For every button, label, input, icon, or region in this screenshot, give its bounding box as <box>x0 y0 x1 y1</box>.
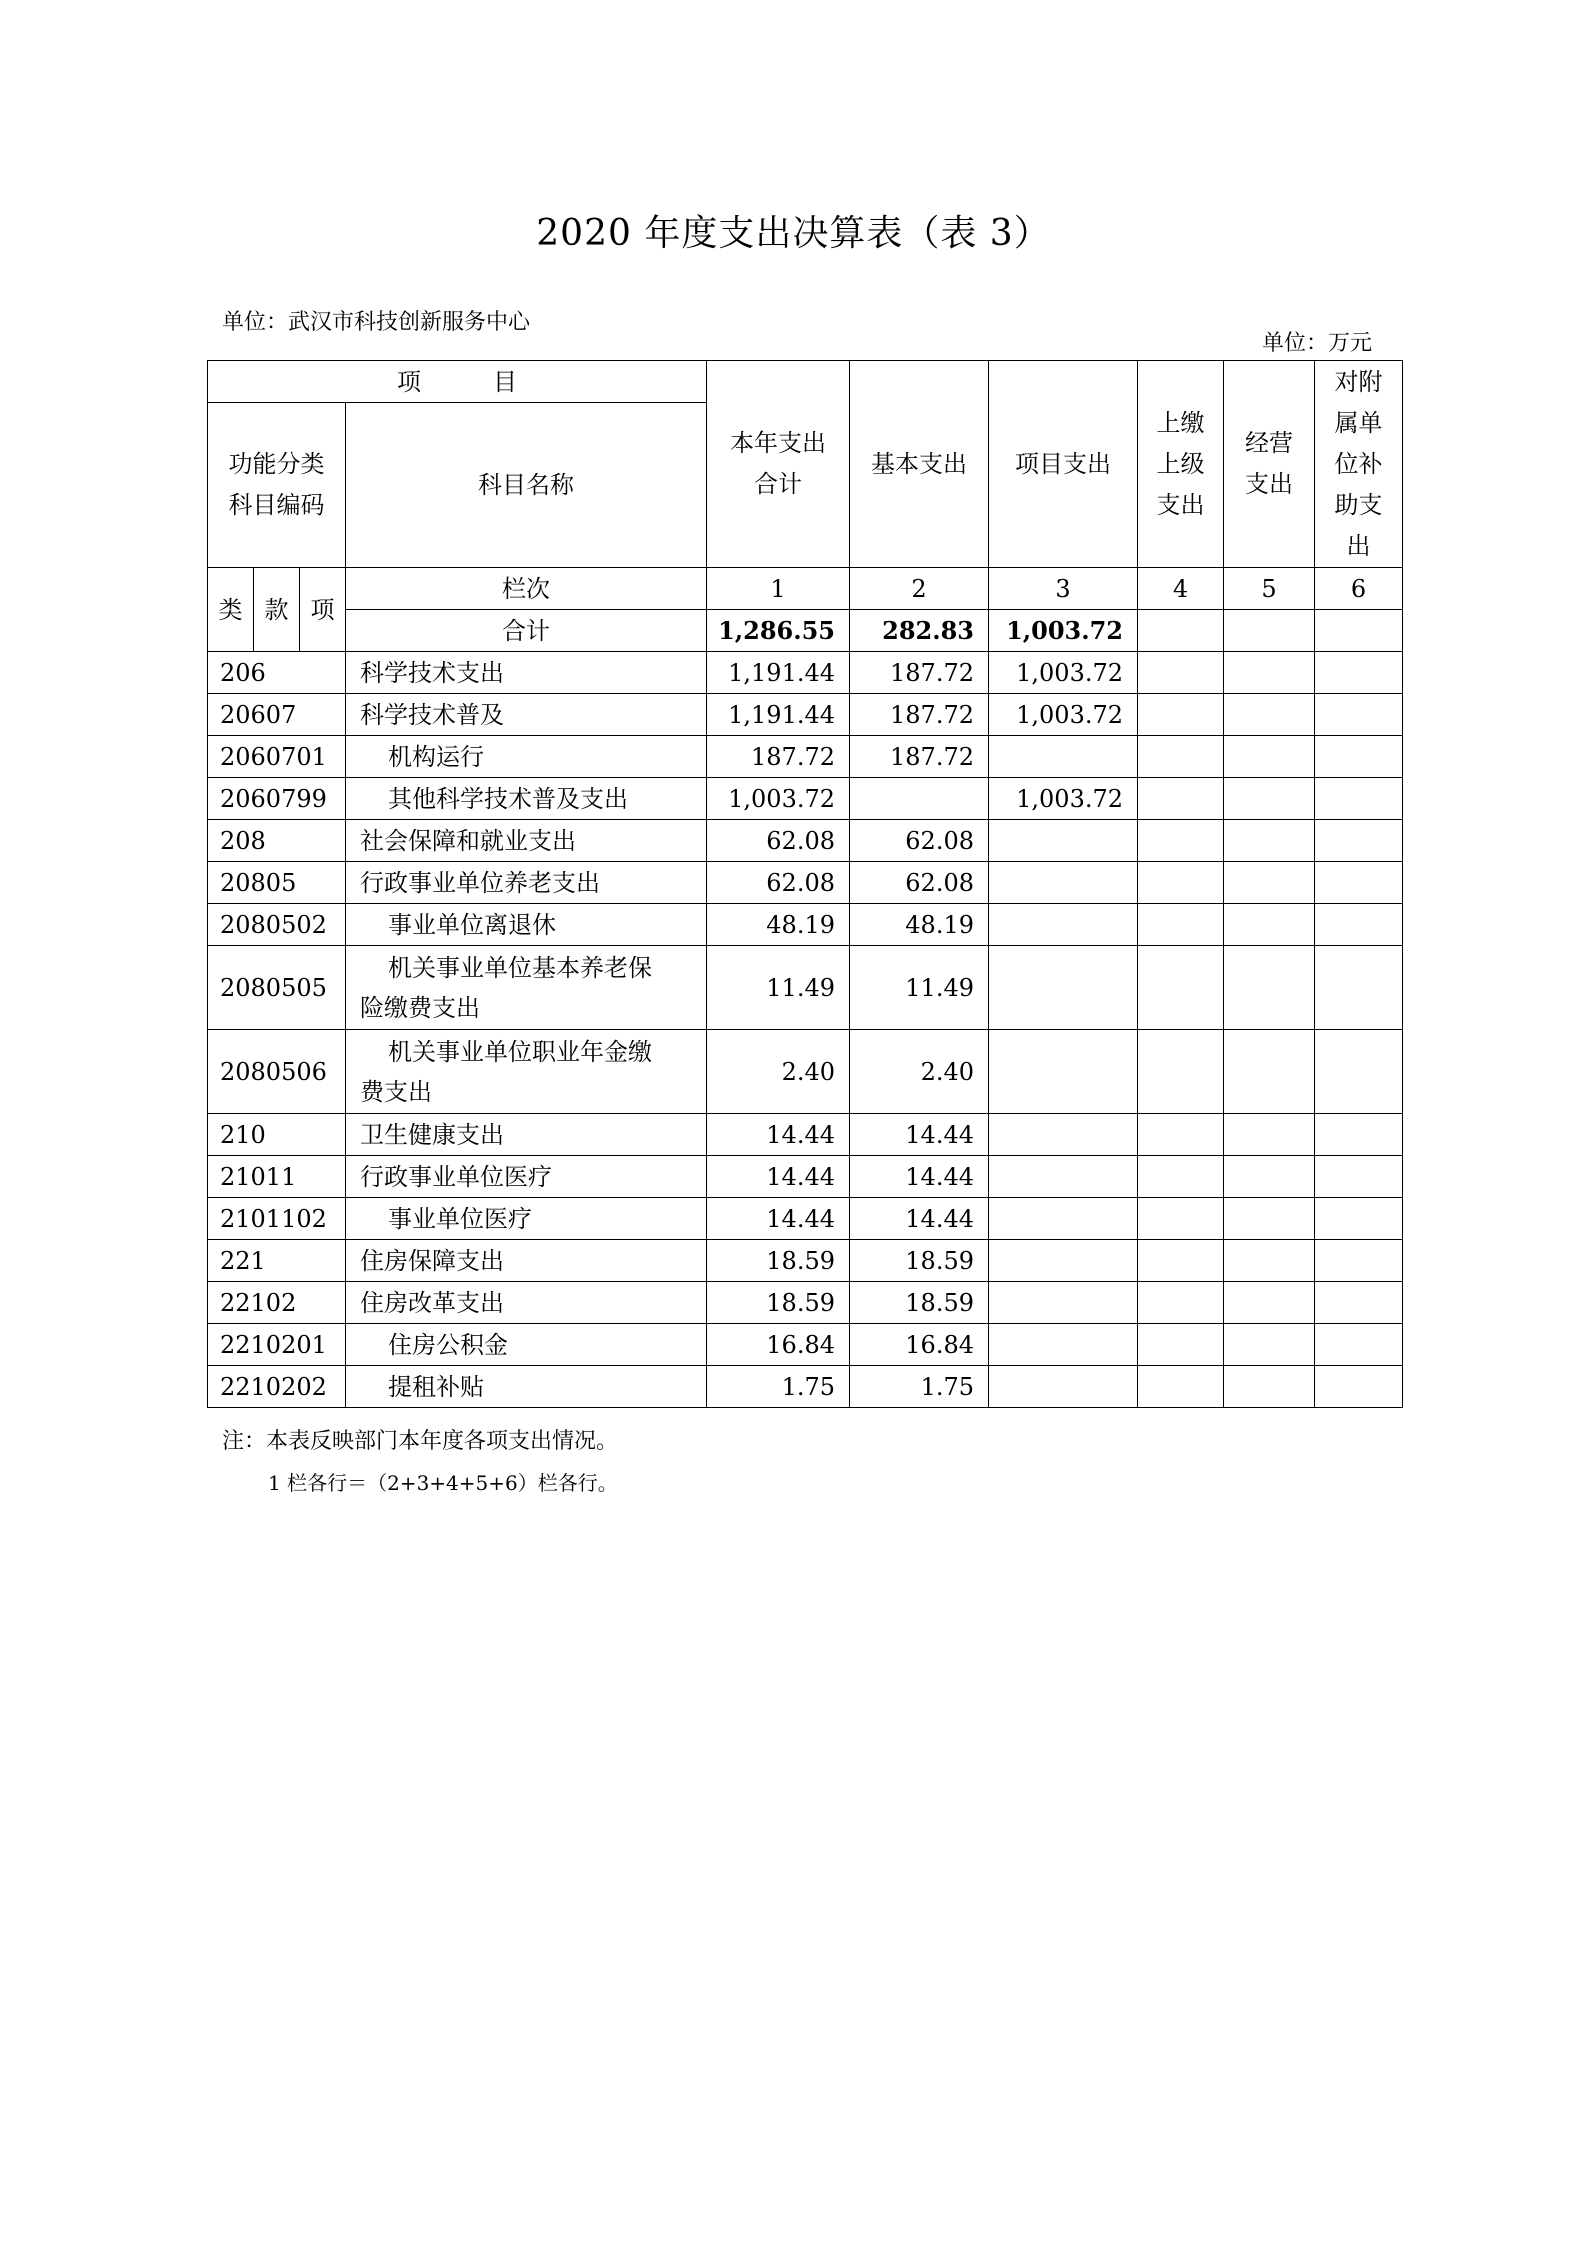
row-name-line2: 险缴费支出 <box>360 993 480 1022</box>
row-basic <box>850 778 989 820</box>
row-total: 18.59 <box>707 1240 850 1282</box>
row-total: 14.44 <box>707 1156 850 1198</box>
row-basic: 14.44 <box>850 1198 989 1240</box>
table-row <box>208 736 1403 778</box>
row-project <box>989 862 1138 904</box>
row-name: 卫生健康支出 <box>346 1114 707 1156</box>
header-col-basic: 基本支出 <box>850 361 989 568</box>
row-name: 住房公积金 <box>346 1324 707 1366</box>
row-code: 2080506 <box>208 1030 346 1114</box>
row-name <box>346 1030 707 1114</box>
row-total: 62.08 <box>707 820 850 862</box>
row-total: 62.08 <box>707 862 850 904</box>
header-item: 项 目 <box>208 361 707 403</box>
row-total: 16.84 <box>707 1324 850 1366</box>
unit-money-label: 单位：万元 <box>1262 331 1373 356</box>
row-name: 事业单位医疗 <box>346 1198 707 1240</box>
header-col-project: 项目支出 <box>989 361 1138 568</box>
row-basic: 11.49 <box>850 946 989 1030</box>
table-row <box>208 778 1403 820</box>
header-col-upper: 上缴上级支出 <box>1138 361 1224 568</box>
row-code: 2080502 <box>208 904 346 946</box>
row-code: 2210201 <box>208 1324 346 1366</box>
row-basic: 48.19 <box>850 904 989 946</box>
footnote-1: 注：本表反映部门本年度各项支出情况。 <box>222 1429 619 1454</box>
col-num-1: 1 <box>707 568 850 610</box>
table-row <box>208 652 1403 694</box>
header-col-business: 经营支出 <box>1224 361 1315 568</box>
row-code: 206 <box>208 652 346 694</box>
row-basic: 62.08 <box>850 820 989 862</box>
total-label: 合计 <box>346 610 707 652</box>
row-total: 1,003.72 <box>707 778 850 820</box>
table-row <box>208 1030 1403 1114</box>
row-name-line2: 费支出 <box>360 1077 432 1106</box>
table-row <box>208 1240 1403 1282</box>
row-basic: 62.08 <box>850 862 989 904</box>
row-total: 1.75 <box>707 1366 850 1408</box>
row-project <box>989 1366 1138 1408</box>
row-project: 1,003.72 <box>989 652 1138 694</box>
row-basic: 16.84 <box>850 1324 989 1366</box>
row-project <box>989 1282 1138 1324</box>
row-name: 机构运行 <box>346 736 707 778</box>
row-code: 2080505 <box>208 946 346 1030</box>
row-name: 提租补贴 <box>346 1366 707 1408</box>
header-lei: 类 <box>208 568 254 652</box>
row-name: 社会保障和就业支出 <box>346 820 707 862</box>
table-row <box>208 1366 1403 1408</box>
table-row <box>208 694 1403 736</box>
total-basic: 282.83 <box>850 610 989 652</box>
row-basic: 14.44 <box>850 1156 989 1198</box>
row-basic: 187.72 <box>850 736 989 778</box>
row-basic: 18.59 <box>850 1240 989 1282</box>
row-name: 科学技术支出 <box>346 652 707 694</box>
table-row <box>208 946 1403 1030</box>
col-num-3: 3 <box>989 568 1138 610</box>
row-name: 科学技术普及 <box>346 694 707 736</box>
footnote-2: 1 栏各行＝（2+3+4+5+6）栏各行。 <box>268 1471 618 1495</box>
row-code: 210 <box>208 1114 346 1156</box>
row-total: 11.49 <box>707 946 850 1030</box>
row-total: 1,191.44 <box>707 652 850 694</box>
row-name: 住房保障支出 <box>346 1240 707 1282</box>
col-num-2: 2 <box>850 568 989 610</box>
header-col-subsidy: 对附属单位补助支出 <box>1315 361 1403 568</box>
header-col-total: 本年支出合计 <box>707 361 850 568</box>
row-project <box>989 1030 1138 1114</box>
total-row <box>208 610 1403 652</box>
row-total: 14.44 <box>707 1198 850 1240</box>
header-subject-name: 科目名称 <box>346 403 707 568</box>
row-project: 1,003.72 <box>989 778 1138 820</box>
expenditure-table <box>207 360 1403 1408</box>
row-total: 14.44 <box>707 1114 850 1156</box>
row-code: 2060701 <box>208 736 346 778</box>
row-code: 22102 <box>208 1282 346 1324</box>
row-project <box>989 1114 1138 1156</box>
col-num-4: 4 <box>1138 568 1224 610</box>
row-name: 行政事业单位养老支出 <box>346 862 707 904</box>
row-code: 2101102 <box>208 1198 346 1240</box>
row-project <box>989 1198 1138 1240</box>
header-xiang: 项 <box>300 568 346 652</box>
table-row <box>208 1198 1403 1240</box>
row-name: 住房改革支出 <box>346 1282 707 1324</box>
row-total: 2.40 <box>707 1030 850 1114</box>
row-code: 2060799 <box>208 778 346 820</box>
row-code: 2210202 <box>208 1366 346 1408</box>
row-code: 208 <box>208 820 346 862</box>
header-func-code: 功能分类科目编码 <box>208 403 346 568</box>
table-row <box>208 904 1403 946</box>
row-name-line1: 机关事业单位职业年金缴 <box>388 1037 652 1066</box>
row-project <box>989 820 1138 862</box>
row-code: 20607 <box>208 694 346 736</box>
row-basic: 1.75 <box>850 1366 989 1408</box>
row-basic: 2.40 <box>850 1030 989 1114</box>
row-code: 221 <box>208 1240 346 1282</box>
header-lanci: 栏次 <box>346 568 707 610</box>
row-project <box>989 736 1138 778</box>
row-project <box>989 1156 1138 1198</box>
col-num-6: 6 <box>1315 568 1403 610</box>
row-code: 21011 <box>208 1156 346 1198</box>
table-row <box>208 820 1403 862</box>
row-project <box>989 904 1138 946</box>
table-row <box>208 1156 1403 1198</box>
row-total: 187.72 <box>707 736 850 778</box>
row-code: 20805 <box>208 862 346 904</box>
header-kuan: 款 <box>254 568 300 652</box>
total-value: 1,286.55 <box>707 610 850 652</box>
row-name <box>346 946 707 1030</box>
total-project: 1,003.72 <box>989 610 1138 652</box>
row-name: 事业单位离退休 <box>346 904 707 946</box>
unit-org-label: 单位：武汉市科技创新服务中心 <box>222 310 531 335</box>
page-title: 2020 年度支出决算表（表 3） <box>536 213 1051 254</box>
row-project: 1,003.72 <box>989 694 1138 736</box>
col-num-5: 5 <box>1224 568 1315 610</box>
row-total: 18.59 <box>707 1282 850 1324</box>
row-name: 其他科学技术普及支出 <box>346 778 707 820</box>
table-row <box>208 1114 1403 1156</box>
row-project <box>989 1324 1138 1366</box>
row-basic: 187.72 <box>850 652 989 694</box>
table-row <box>208 1282 1403 1324</box>
row-name-line1: 机关事业单位基本养老保 <box>388 953 652 982</box>
row-total: 48.19 <box>707 904 850 946</box>
row-basic: 18.59 <box>850 1282 989 1324</box>
row-project <box>989 946 1138 1030</box>
row-project <box>989 1240 1138 1282</box>
row-total: 1,191.44 <box>707 694 850 736</box>
row-name: 行政事业单位医疗 <box>346 1156 707 1198</box>
row-basic: 14.44 <box>850 1114 989 1156</box>
table-row <box>208 862 1403 904</box>
row-basic: 187.72 <box>850 694 989 736</box>
table-row <box>208 1324 1403 1366</box>
